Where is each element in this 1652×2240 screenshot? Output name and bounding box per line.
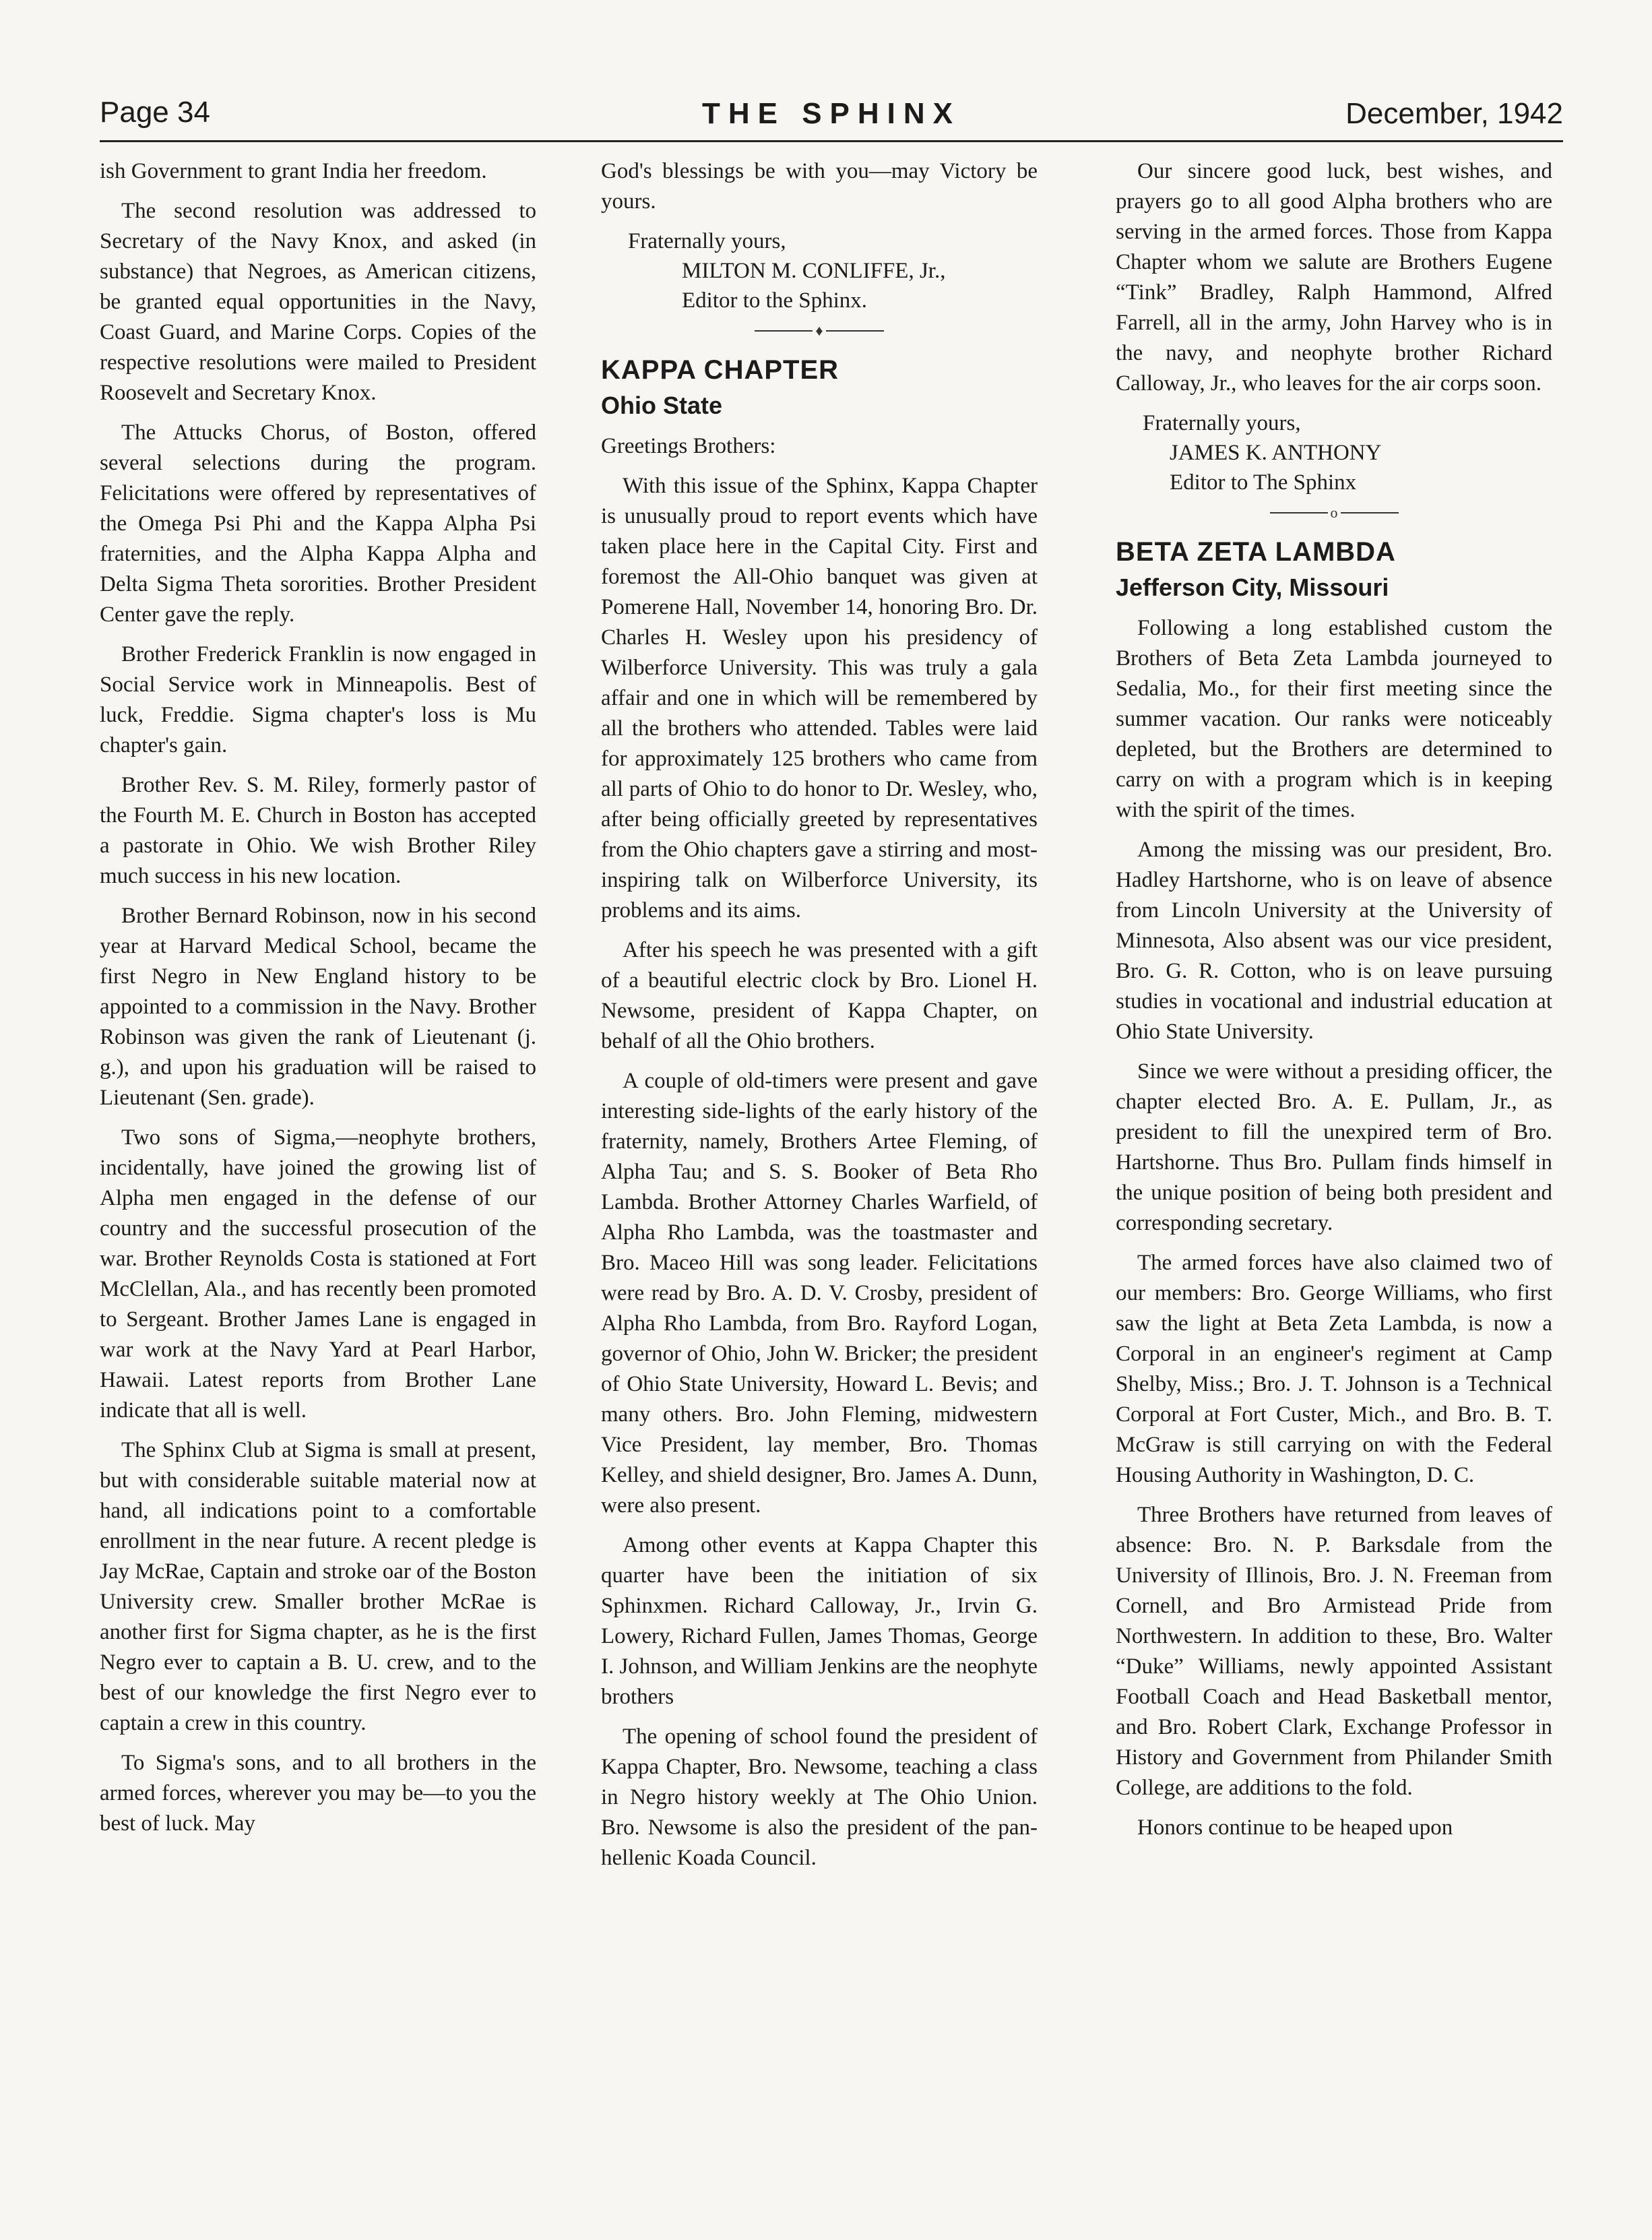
paragraph: Honors continue to be heaped upon [1137,1815,1453,1840]
circle-ornament-icon: o [1330,503,1338,521]
column-left [100,156,536,2198]
paragraph: Since we were without a presiding officer, the chapter elected Bro. A. E. Pullam, Jr., as president to fill the unexpired term of Bro. Hartshorne. Thus Bro. Pullam finds himself in the unique position of being both president and corresponding secretary. [1116,1059,1552,1235]
issue-date: December, 1942 [1345,97,1563,130]
signer-title: Editor to the Sphinx. [682,288,867,313]
section-heading: BETA ZETA LAMBDA [1116,536,1396,567]
section-heading: KAPPA CHAPTER [601,354,839,385]
page-number: Page 34 [100,96,210,129]
signer-name: MILTON M. CONLIFFE, Jr., [682,259,946,283]
paragraph: Three Brothers have returned from leaves of absence: Bro. N. P. Barksdale from the University of Illinois, Bro. J. N. Freeman from Cornell, and Bro Armistead Pride from Northwestern. In addition to these, Bro. Walter “Duke” Williams, newly appointed Assistant Football Coach and Head Basketball mentor, and Bro. Robert Clark, Exchange Professor in History and Government from Philander Smith College, are additions to the fold. [1116,1502,1552,1800]
diamond-ornament-icon: ♦ [815,321,823,339]
paragraph: Brother Bernard Robinson, now in his second year at Harvard Medical School, became the first Negro in New England history to be appointed to a commission in the Navy. Brother Robinson was given the rank of Lieutenant (j. g.), and upon his graduation will be raised to Lieutenant (Sen. grade). [100,904,536,1110]
signer-title: Editor to The Sphinx [1170,470,1357,495]
paragraph: The opening of school found the president of Kappa Chapter, Bro. Newsome, teaching a class in Negro history weekly at The Ohio Union. Bro. Newsome is also the president of the pan-hellenic Koada Council. [601,1724,1038,1870]
section-divider [1116,501,1552,523]
paragraph: The Attucks Chorus, of Boston, offered several selections during the program. Felicitations were offered by representatives of the Omega Psi Phi and the Kappa Alpha Psi fraternities, and the Alpha Kappa Alpha and Delta Sigma Theta sororities. Brother President Center gave the reply. [100,421,536,627]
greeting: Greetings Brothers: [601,433,776,458]
paragraph: The Sphinx Club at Sigma is small at present, but with considerable suitable material now at hand, all indications point to a comfortable enrollment in the near future. A recent pledge is Jay McRae, Captain and stroke oar of the Boston University crew. Smaller brother McRae is another first for Sigma chapter, as he is the first Negro ever to captain a B. U. crew, and to the best of our knowledge the first Negro ever to captain a crew in this country. [100,1438,536,1735]
closing-line: Fraternally yours, [1143,411,1301,435]
section-subheading: Ohio State [601,391,723,419]
paragraph: Following a long established custom the Brothers of Beta Zeta Lambda journeyed to Sedalia, Mo., for their first meeting since the summer vacation. Our ranks were noticeably depleted, but the Brothers are determined to carry on with a program which is in keeping with the spirit of the times. [1116,615,1552,822]
section-divider [601,319,1038,341]
paragraph: Among other events at Kappa Chapter this quarter have been the initiation of six Sphinxmen. Richard Calloway, Jr., Irvin G. Lowery, Richard Fullen, James Thomas, George I. Johnson, and William Jenkins are the neophyte brothers [601,1532,1038,1709]
page-header [100,93,1563,142]
paragraph: Two sons of Sigma,—neophyte brothers, incidentally, have joined the growing list of Alpha men engaged in the defense of our country and the successful prosecution of the war. Brother Reynolds Costa is stationed at Fort McClellan, Ala., and has recently been promoted to Sergeant. Brother James Lane is engaged in war work at the Navy Yard at Pearl Harbor, Hawaii. Latest reports from Brother Lane indicate that all is well. [100,1125,536,1423]
signer-name: JAMES K. ANTHONY [1170,441,1382,465]
column-middle [601,156,1038,2198]
paragraph: Our sincere good luck, best wishes, and prayers go to all good Alpha brothers who are serving in the armed forces. Those from Kappa Chapter whom we salute are Brothers Eugene “Tink” Bradley, Ralph Hammond, Alfred Farrell, all in the army, John Harvey who is in the navy, and neophyte brother Richard Calloway, Jr., who leaves for the air corps soon. [1116,159,1552,396]
paragraph: To Sigma's sons, and to all brothers in the armed forces, wherever you may be—to you the best of luck. May [100,1751,536,1836]
paragraph: God's blessings be with you—may Victory be yours. [601,159,1038,214]
column-right [1116,156,1552,2198]
paragraph: Brother Rev. S. M. Riley, formerly pastor of the Fourth M. E. Church in Boston has accepted a pastorate in Ohio. We wish Brother Riley much success in his new location. [100,773,536,888]
paragraph: Brother Frederick Franklin is now engaged in Social Service work in Minneapolis. Best of luck, Freddie. Sigma chapter's loss is Mu chapter's gain. [100,642,536,757]
paragraph: ish Government to grant India her freedom. [100,159,487,183]
paragraph: With this issue of the Sphinx, Kappa Chapter is unusually proud to report events which have taken place here in the Capital City. First and foremost the All-Ohio banquet was given at Pomerene Hall, November 14, honoring Bro. Dr. Charles H. Wesley upon his presidency of Wilberforce University. This was truly a gala affair and one in which will be remembered by all the brothers who attended. Tables were laid for approximately 125 brothers who came from all parts of Ohio to do honor to Dr. Wesley, who, after being officially greeted by representatives from the Ohio chapters gave a stirring and most-inspiring talk on Wilberforce University, its problems and its aims. [601,473,1038,923]
section-subheading: Jefferson City, Missouri [1116,573,1389,601]
closing-line: Fraternally yours, [628,229,786,253]
paragraph: Among the missing was our president, Bro. Hadley Hartshorne, who is on leave of absence from Lincoln University at the University of Minnesota, Also absent was our vice president, Bro. G. R. Cotton, who is on leave pursuing studies in vocational and industrial education at Ohio State University. [1116,837,1552,1044]
publication-title: THE SPHINX [701,97,961,130]
paragraph: A couple of old-timers were present and gave interesting side-lights of the early history of the fraternity, namely, Brothers Artee Fleming, of Alpha Tau; and S. S. Booker of Beta Rho Lambda. Brother Attorney Charles Warfield, of Alpha Rho Lambda, was the toastmaster and Bro. Maceo Hill was song leader. Felicitations were read by Bro. A. D. V. Crosby, president of Alpha Rho Lambda, from Bro. Rayford Logan, governor of Ohio, John W. Bricker; the president of Ohio State University, Howard L. Bevis; and many others. Bro. John Fleming, midwestern Vice President, lay member, Bro. Thomas Kelley, and shield designer, Bro. James A. Dunn, were also present. [601,1068,1038,1518]
paragraph: The armed forces have also claimed two of our members: Bro. George Williams, who first saw the light at Beta Zeta Lambda, is now a Corporal in an engineer's regiment at Camp Shelby, Miss.; Bro. J. T. Johnson is a Technical Corporal at Fort Custer, Mich., and Bro. B. T. McGraw is still carrying on with the Federal Housing Authority in Washington, D. C. [1116,1250,1552,1487]
paragraph: After his speech he was presented with a gift of a beautiful electric clock by Bro. Lionel H. Newsome, president of Kappa Chapter, on behalf of all the Ohio brothers. [601,937,1038,1053]
paragraph: The second resolution was addressed to Secretary of the Navy Knox, and asked (in substance) that Negroes, as American citizens, be granted equal opportunities in the Navy, Coast Guard, and Marine Corps. Copies of the respective resolutions were mailed to President Roosevelt and Secretary Knox. [100,199,536,405]
